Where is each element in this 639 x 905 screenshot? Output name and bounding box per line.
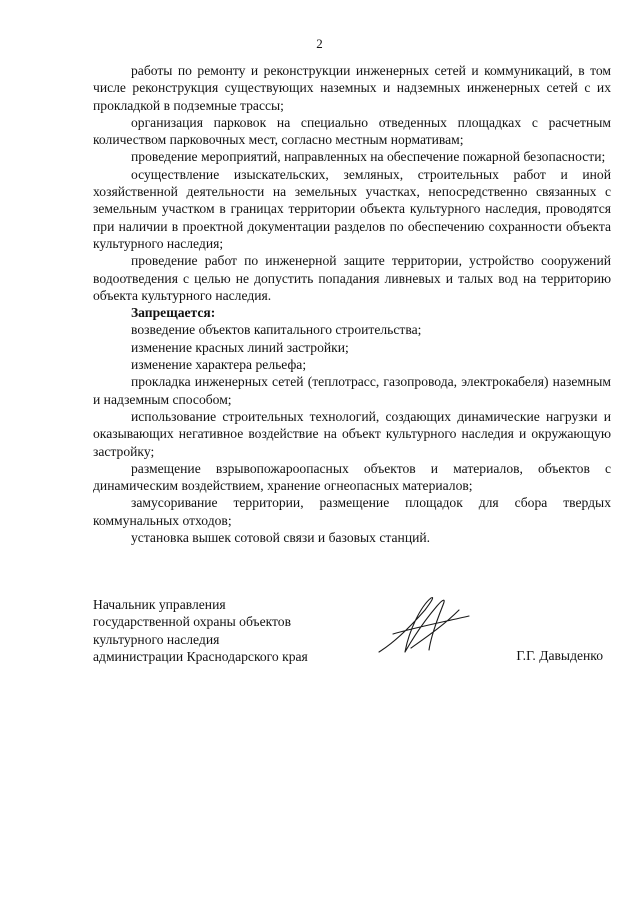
paragraph: проведение работ по инженерной защите территории, устройство сооружений водоотведения с целью не допустить попадания ливневых и талых вод на территорию объекта культурного наследия. [93,253,611,303]
forbidden-item: изменение красных линий застройки; [131,339,349,355]
page-number: 2 [316,36,323,51]
forbidden-item: использование строительных технологий, создающих динамические нагрузки и оказывающих негативное воздействие на объект культурного наследия и окружающую застройку; [93,408,611,459]
forbidden-item: установка вышек сотовой связи и базовых станций. [131,530,431,546]
paragraph: организация парковок на специально отведенных площадках с расчетным количеством парковочных мест, согласно местным нормативам; [93,114,611,148]
paragraph: осуществление изыскательских, земляных, строительных работ и иной хозяйственной деятельности на земельных участках, непосредственно связанных с земельным участком в границах территории объекта культурного наследия, проводятся при наличии в проектной документации разделов по обеспечению сохранности объекта культурного наследия; [93,166,611,251]
paragraph: работы по ремонту и реконструкции инженерных сетей и коммуникаций, в том числе реконструкция существующих наземных и надземных инженерных сетей с их прокладкой в подземные трассы; [93,63,611,113]
signer-title-line: Начальник управления [93,597,226,612]
signer-name: Г.Г. Давыденко [516,648,603,663]
signer-title-line: культурного наследия [93,631,220,647]
document-body [93,62,611,546]
handwritten-signature [373,590,473,660]
forbidden-item: прокладка инженерных сетей (теплотрасс, газопровода, электрокабеля) наземным и надземным способом; [93,374,611,407]
signer-title-line: администрации Краснодарского края [93,648,308,664]
paragraph: проведение мероприятий, направленных на обеспечение пожарной безопасности; [131,149,606,165]
signature-block [93,596,611,666]
forbidden-item: возведение объектов капитального строительства; [131,322,422,338]
signer-title-line: государственной охраны объектов [93,614,292,630]
forbidden-heading: Запрещается: [131,305,216,321]
forbidden-item: изменение характера рельефа; [131,357,307,373]
forbidden-item: замусоривание территории, размещение площадок для сбора твердых коммунальных отходов; [93,495,611,528]
forbidden-item: размещение взрывопожароопасных объектов и материалов, объектов с динамическим воздействием, хранение огнеопасных материалов; [93,460,611,494]
